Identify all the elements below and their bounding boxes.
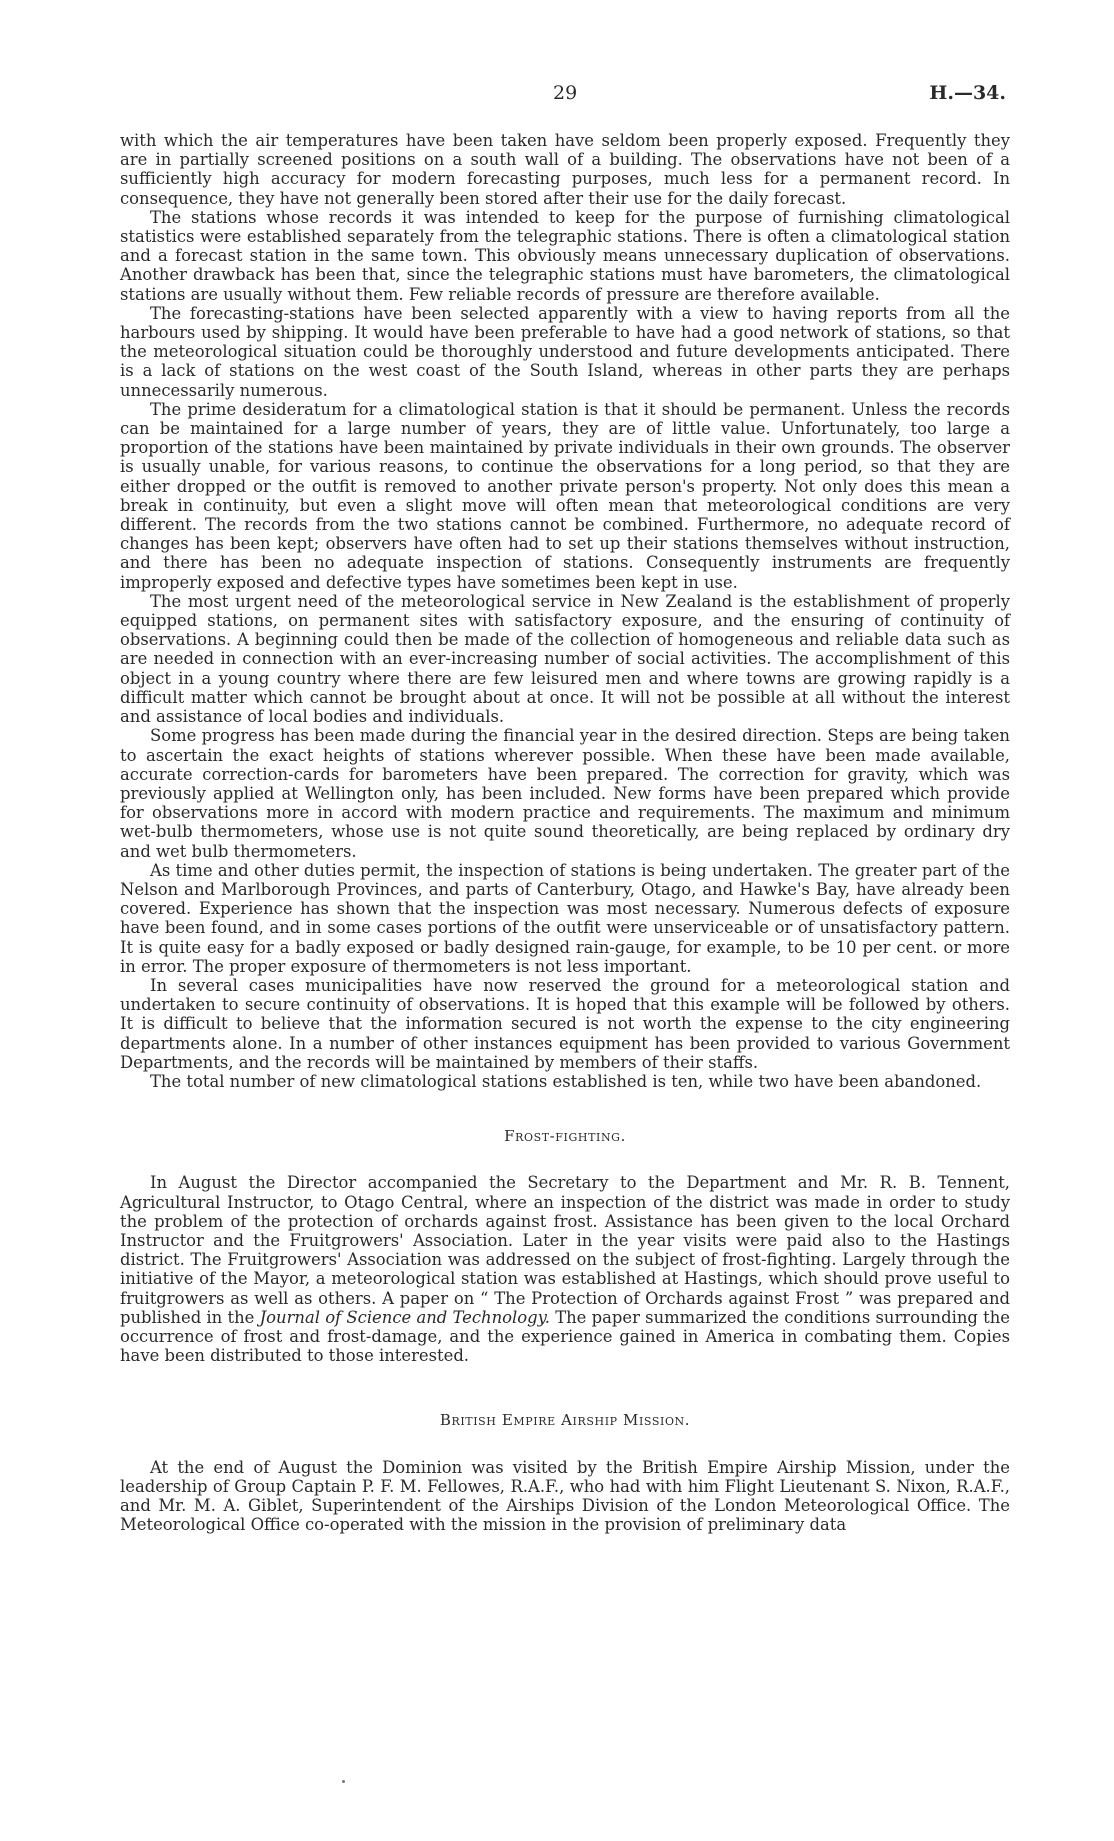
airship-mission-paragraph: At the end of August the Dominion was visited by the British Empire Airship Mission, under the leadership of Group Captain P. F. M. Fellowes, R.A.F., who had with him Flight Lieutenant S. Nixon, R.A.F., and Mr. M. A. Giblet, Superintendent of the Airships Division of the London Meteorological Office. The Meteorological Office co-operated with the mission in the provision of preliminary data [120, 1457, 1010, 1535]
paragraph: with which the air temperatures have been taken have seldom been properly exposed. Frequently they are in partially screened positions on a south wall of a building. The observations have not been of a sufficiently high accuracy for modern forecasting purposes, much less for a permanent record. In consequence, they have not generally been stored after their use for the daily forecast. [120, 131, 1010, 208]
paragraph: The stations whose records it was intended to keep for the purpose of furnishing climatological statistics were established separately from the telegraphic stations. There is often a climatological station and a forecast station in the same town. This obviously means unnecessary duplication of observations. Another drawback has been that, since the telegraphic stations must have barometers, the climatological stations are usually without them. Few reliable records of pressure are therefore available. [120, 207, 1010, 304]
document-reference: H.—34. [929, 82, 1006, 104]
body-text [120, 131, 1010, 1534]
paragraph: The total number of new climatological stations established is ten, while two have been abandoned. [150, 1071, 982, 1091]
journal-title: Journal of Science and Technology. [259, 1307, 550, 1327]
stray-mark [342, 1780, 345, 1783]
frost-fighting-paragraph [120, 1173, 1010, 1365]
paragraph: In several cases municipalities have now reserved the ground for a meteorological station and undertaken to secure continuity of observations. It is hoped that this example will be followed by others. It is difficult to believe that the information secured is not worth the expense to the city engineering departments alone. In a number of other instances equipment has been provided to various Government Departments, and the records will be maintained by members of their staffs. [120, 975, 1010, 1072]
section-heading-frost-fighting: Frost-fighting. [504, 1127, 626, 1146]
paragraph: Some progress has been made during the financial year in the desired direction. Steps are being taken to ascertain the exact heights of stations wherever possible. When these have been made available, accurate correction-cards for barometers have been prepared. The correction for gravity, which was previously applied at Wellington only, has been included. New forms have been prepared which provide for observations more in accord with modern practice and requirements. The maximum and minimum wet-bulb thermometers, whose use is not quite sound theoretically, are being replaced by ordinary dry and wet bulb thermometers. [120, 726, 1010, 861]
paragraph: The forecasting-stations have been selected apparently with a view to having reports from all the harbours used by shipping. It would have been preferable to have had a good network of stations, so that the meteorological situation could be thoroughly understood and future developments anticipated. There is a lack of stations on the west coast of the South Island, whereas in other parts they are perhaps unnecessarily numerous. [120, 303, 1010, 400]
paragraph: As time and other duties permit, the inspection of stations is being undertaken. The greater part of the Nelson and Marlborough Provinces, and parts of Canterbury, Otago, and Hawke's Bay, have already been covered. Experience has shown that the inspection was most necessary. Numerous defects of exposure have been found, and in some cases portions of the outfit were unserviceable or of unsatisfactory pattern. It is quite easy for a badly exposed or badly designed rain-gauge, for example, to be 10 per cent. or more in error. The proper exposure of thermometers is not less important. [120, 860, 1010, 976]
paragraph: The prime desideratum for a climatological station is that it should be permanent. Unless the records can be maintained for a large number of years, they are of little value. Unfortunately, too large a proportion of the stations have been maintained by private individuals in their own grounds. The observer is usually unable, for various reasons, to continue the observations for a long period, so that they are either dropped or the outfit is removed to another private person's property. Not only does this mean a break in continuity, but even a slight move will often mean that meteorological conditions are very different. The records from the two stations cannot be combined. Furthermore, no adequate record of changes has been kept; observers have often had to set up their stations themselves without instruction, and there has been no adequate inspection of stations. Consequently instruments are frequently improperly exposed and defective types have sometimes been kept in use. [120, 399, 1010, 592]
frost-text-before-journal: In August the Director accompanied the Secretary to the Department and Mr. R. B. Tennent, Agricultural Instructor, to Otago Central, where an inspection of the district was made in order to study the problem of the protection of orchards against frost. Assistance has been given to the local Orchard Instructor and the Fruitgrowers' Association. Later in the year visits were paid also to the Hastings district. The Fruitgrowers' Association was addressed on the subject of frost-fighting. Largely through the initiative of the Mayor, a meteorological station was established at Hastings, which should prove useful to fruitgrowers as well as others. A paper on “ The Protection of Orchards against Frost ” was prepared and published in the [120, 1173, 1010, 1327]
frost-text-after-journal: The paper summarized the conditions surrounding the occurrence of frost and frost-damage, and the experience gained in America in combating them. Copies have been distributed to those interested. [120, 1307, 1010, 1366]
page-number: 29 [553, 82, 578, 104]
page-header [0, 82, 1114, 106]
paragraph: The most urgent need of the meteorological service in New Zealand is the establishment of properly equipped stations, on permanent sites with satisfactory exposure, and the ensuring of continuity of observations. A beginning could then be made of the collection of homogeneous and reliable data such as are needed in connection with an ever-increasing number of social activities. The accomplishment of this object in a young country where there are few leisured men and where towns are growing rapidly is a difficult matter which cannot be brought about at once. It will not be possible at all without the interest and assistance of local bodies and individuals. [120, 591, 1010, 727]
section-heading-airship-mission: British Empire Airship Mission. [439, 1411, 691, 1430]
